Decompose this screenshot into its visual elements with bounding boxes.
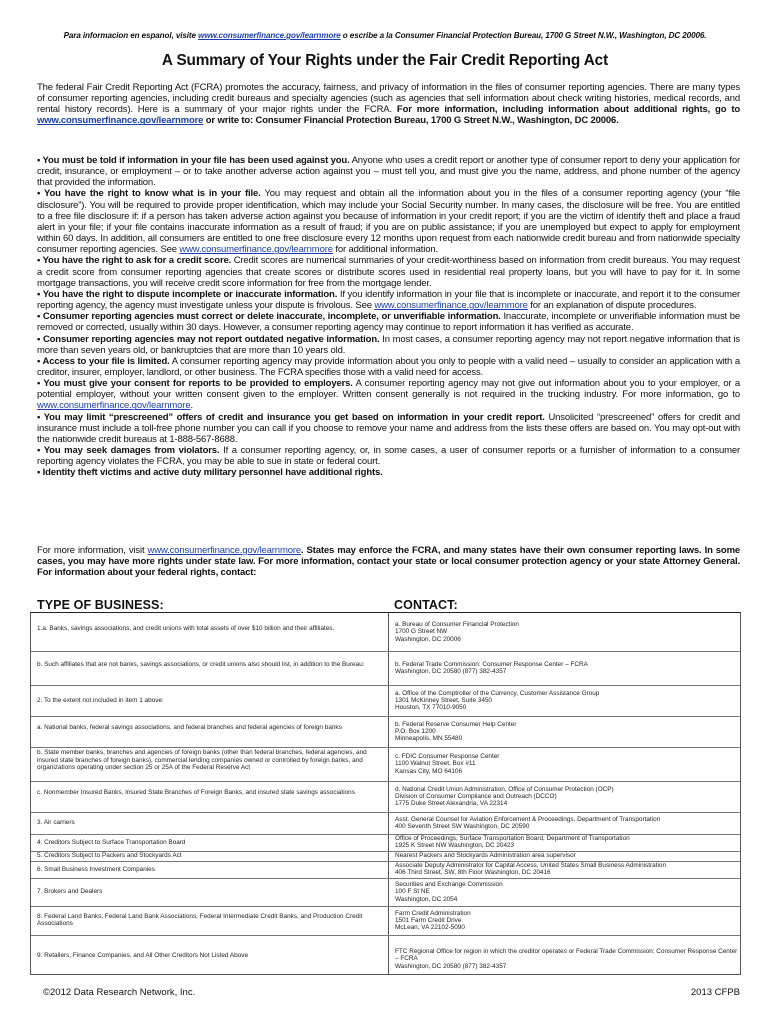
- contact-cell: Asst. General Counsel for Aviation Enforcement & Proceedings, Department of Transportation 400 Seventh Street SW Washington, DC 20590: [395, 815, 661, 830]
- right-item: [37, 378, 740, 411]
- row-divider: [31, 812, 740, 813]
- right-text-after: for additional information.: [332, 244, 438, 256]
- business-type-cell: 5. Creditors Subject to Packers and Stockyards Act: [37, 852, 182, 860]
- right-text: A consumer reporting agency may not give out information about you to your employer, or a potential employer, without your written consent given to the employer. Written consent generally is not required in the trucking industry. For more information, go to: [37, 378, 740, 401]
- right-heading: • You have the right to dispute incomplete or inaccurate information.: [37, 288, 338, 300]
- right-text-after: for an explanation of dispute procedures.: [527, 300, 697, 312]
- right-text: If a consumer reporting agency, or, in some cases, a user of consumer reports or a furnisher of information to a consumer reporting agency violates the FCRA, you may be able to sue in state or federal court.: [37, 445, 740, 468]
- intro-link[interactable]: www.consumerfinance.gov/learnmore: [37, 115, 204, 127]
- contact-cell: b. Federal Trade Commission: Consumer Response Center – FCRA Washington, DC 20580 (877) 382-4357: [395, 660, 588, 675]
- intro-text: The federal Fair Credit Reporting Act (FCRA) promotes the accuracy, fairness, and privacy of information in the files of consumer reporting agencies. There are many types of consumer reporting agencies, including credit bureaus and specialty agencies (such as agencies that sell information about check writing histories, medical records, and rental history records). Here is a summary of your major rights under the FCRA.: [37, 82, 740, 116]
- business-type-cell: 1.a. Banks, savings associations, and credit unions with total assets of over $10 billion and their affiliates.: [37, 624, 335, 632]
- more-info-paragraph: [37, 545, 740, 578]
- right-text: Unsolicited “prescreened” offers for credit and insurance must include a toll-free phone number you can call if you choose to remove your name and address from the lists these offers are based on. You may opt-out with the nationwide credit bureaus at 1-888-567-8688.: [37, 411, 740, 445]
- right-item: [37, 334, 740, 356]
- more-bold: . States may enforce the FCRA, and many states have their own consumer reporting laws. In some cases, you may have more rights under state law. For more information, contact your state or local consumer protection agency or your state Attorney General. For information about your federal rights, contact:: [37, 545, 740, 579]
- row-divider: [31, 878, 740, 879]
- right-item: [37, 188, 740, 255]
- business-type-cell: c. Nonmember Insured Banks, Insured State Branches of Foreign Banks, and insured state savings associations: [37, 789, 355, 797]
- right-text: You may request and obtain all the information about you in the files of a consumer reporting agency (your “file disclosure”). You will be required to provide proper identification, which may include your Social Security number. In many cases, the disclosure will be free. You are entitled to a free file disclosure if: if a person has taken adverse action against you because of information in your credit report; if you are the victim of identify theft and place a fraud alert in your file; if your file contains inaccurate information as a result of fraud; if you are on public assistance; if you are unemployed but expect to apply for employment within 60 days. In addition, all consumers are entitled to one free disclosure every 12 months upon request from each nationwide credit bureau and from nationwide specialty consumer reporting agencies. See: [37, 188, 740, 256]
- header-type-of-business: TYPE OF BUSINESS:: [37, 598, 164, 612]
- right-item: [37, 356, 740, 378]
- contact-cell: Farm Credit Administration 1501 Farm Credit Drive McLean, VA 22102-5090: [395, 909, 471, 932]
- contacts-table: [30, 612, 741, 975]
- intro-bold-prefix: For more information, including information about additional rights, go to: [396, 104, 740, 116]
- contact-cell: Nearest Packers and Stockyards Administration area supervisor: [395, 852, 576, 860]
- contact-cell: a. Bureau of Consumer Financial Protection 1700 G Street NW Washington, DC 20006: [395, 621, 519, 643]
- intro-paragraph: [37, 82, 740, 127]
- business-type-cell: 2. To the extent not included in item 1 above:: [37, 696, 164, 704]
- business-type-cell: a. National banks, federal savings associations, and federal branches and federal agencies of foreign banks: [37, 724, 342, 732]
- right-heading: • You may seek damages from violators.: [37, 445, 220, 457]
- contact-cell: Associate Deputy Administrator for Capital Access, United States Small Business Administration 406 Third Street, SW, 8th Floor Washington, DC 20416: [395, 862, 667, 877]
- right-text: Inaccurate, incomplete or unverifiable information must be removed or corrected, usually within 30 days. However, a consumer reporting agency may continue to report information it has verified as accurate.: [37, 311, 741, 334]
- spanish-notice: [0, 31, 770, 40]
- business-type-cell: 7. Brokers and Dealers: [37, 888, 103, 896]
- row-divider: [31, 651, 740, 652]
- right-heading: • Consumer reporting agencies must correct or delete inaccurate, incomplete, or unverifiable information.: [37, 311, 501, 323]
- footer-copyright: ©2012 Data Research Network, Inc.: [43, 987, 196, 998]
- footer-label: 2013 CFPB: [690, 987, 740, 998]
- contact-cell: Securities and Exchange Commission 100 F St NE Washington, DC 2054: [395, 881, 503, 903]
- contact-cell: c. FDIC Consumer Response Center 1100 Walnut Street, Box #11 Kansas City, MO 64106: [395, 753, 500, 775]
- notice-suffix: o escribe a la Consumer Financial Protection Bureau, 1700 G Street N.W., Washington, DC 20006.: [340, 31, 707, 40]
- right-heading: • You have the right to know what is in your file.: [37, 188, 261, 200]
- right-heading: • You have the right to ask for a credit score.: [37, 255, 232, 267]
- row-divider: [31, 906, 740, 907]
- right-item: [37, 311, 740, 333]
- right-text: If you identify information in your file that is incomplete or inaccurate, and report it to the consumer reporting agency, the agency must investigate unless your dispute is frivolous. See: [37, 288, 740, 312]
- right-text: A consumer reporting agency may provide information about you only to people with a valid need – usually to consider an application with a creditor, insurer, employer, landlord, or other business. The FCRA specifies those with a valid need for access.: [37, 355, 740, 378]
- right-link[interactable]: www.consumerfinance.gov/learnmore: [37, 400, 191, 412]
- contact-cell: b. Federal Reserve Consumer Help Center P.O. Box 1200 Minneapolis, MN 55480: [395, 720, 517, 743]
- row-divider: [31, 747, 740, 748]
- rights-list: [37, 155, 740, 479]
- contact-cell: d. National Credit Union Administration, Office of Consumer Protection (OCP) Division of Consumer Compliance and Outreach (DCCO) 1775 Duke Street Alexandria, VA 22314: [395, 785, 614, 808]
- business-type-cell: 4. Creditors Subject to Surface Transportation Board: [37, 838, 186, 846]
- row-divider: [31, 781, 740, 782]
- right-link[interactable]: www.consumerfinance.gov/learnmore: [179, 244, 333, 256]
- notice-link[interactable]: www.consumerfinance.gov/learnmore: [198, 31, 341, 40]
- right-item: [37, 289, 740, 311]
- right-item: [37, 467, 740, 478]
- more-link[interactable]: www.consumerfinance.gov/learnmore: [147, 545, 301, 556]
- business-type-cell: 6. Small Business Investment Companies: [37, 865, 155, 873]
- right-text: In most cases, a consumer reporting agency may not report negative information that is more than seven years old, or bankruptcies that are more than 10 years old.: [37, 333, 740, 356]
- business-type-cell: 9. Retailers, Finance Companies, and All Other Creditors Not Listed Above: [37, 951, 248, 959]
- right-link[interactable]: www.consumerfinance.gov/learnmore: [374, 300, 528, 312]
- right-heading: • Consumer reporting agencies may not report outdated negative information.: [37, 333, 380, 345]
- more-prefix: For more information, visit: [37, 545, 148, 556]
- right-text: Credit scores are numerical summaries of your credit-worthiness based on information from credit bureaus. You may request a credit score from consumer reporting agencies that create scores or distribute scores used in residential real property loans, but you will have to pay for it. In some mortgage transactions, you will receive credit score information for free from the mortgage lender.: [37, 255, 740, 289]
- row-divider: [31, 935, 740, 936]
- business-type-cell: 8. Federal Land Banks, Federal Land Bank Associations, Federal Intermediate Credit Banks, and Production Credit Associations: [37, 913, 363, 928]
- contact-cell: FTC Regional Office for region in which the creditor operates or Federal Trade Commission: Consumer Response Center – FCRA Washington, DC 20580 (877) 382-4357: [395, 948, 738, 970]
- row-divider: [31, 685, 740, 686]
- notice-prefix: Para informacion en espanol, visite: [63, 31, 199, 40]
- row-divider: [31, 716, 740, 717]
- contact-cell: a. Office of the Comptroller of the Currency, Customer Assistance Group 1301 McKinney Street, Suite 3450 Houston, TX 77010-9050: [395, 689, 600, 712]
- right-item: [37, 255, 740, 288]
- contact-cell: Office of Proceedings, Surface Transportation Board, Department of Transportation 1925 K Street NW Washington, DC 20423: [395, 835, 630, 850]
- column-divider: [388, 613, 389, 974]
- right-heading: • Identity theft victims and active duty military personnel have additional rights.: [37, 467, 383, 479]
- right-item: [37, 445, 740, 467]
- right-text-after: .: [190, 400, 193, 412]
- intro-bold-suffix: or write to: Consumer Financial Protection Bureau, 1700 G Street N.W., Washington, DC 20006.: [203, 115, 619, 127]
- page-title: A Summary of Your Rights under the Fair Credit Reporting Act: [161, 52, 609, 69]
- right-heading: • You must give your consent for reports to be provided to employers.: [37, 378, 353, 390]
- right-heading: • Access to your file is limited.: [37, 355, 170, 367]
- right-item: [37, 155, 740, 188]
- header-contact: CONTACT:: [394, 598, 458, 612]
- right-item: [37, 412, 740, 445]
- business-type-cell: b. State member banks, branches and agencies of foreign banks (other than federal branches, federal agencies, and insured state branches of foreign banks), commercial lending companies owned or controlled by foreign banks, and organizations operating under section 25 or 25A of the Federal Reserve Act: [37, 749, 367, 771]
- right-text: Anyone who uses a credit report or another type of consumer report to deny your application for credit, insurance, or employment – or to take another adverse action against you – must tell you, and must give you the name, address, and phone number of the agency that provided the information.: [37, 155, 740, 189]
- business-type-cell: b. Such affiliates that are not banks, savings associations, or credit unions also should list, in addition to the Bureau:: [37, 660, 365, 668]
- right-heading: • You must be told if information in your file has been used against you.: [37, 155, 350, 166]
- right-heading: • You may limit “prescreened” offers of credit and insurance you get based on information in your credit report.: [37, 411, 545, 423]
- business-type-cell: 3. Air carriers: [37, 819, 75, 827]
